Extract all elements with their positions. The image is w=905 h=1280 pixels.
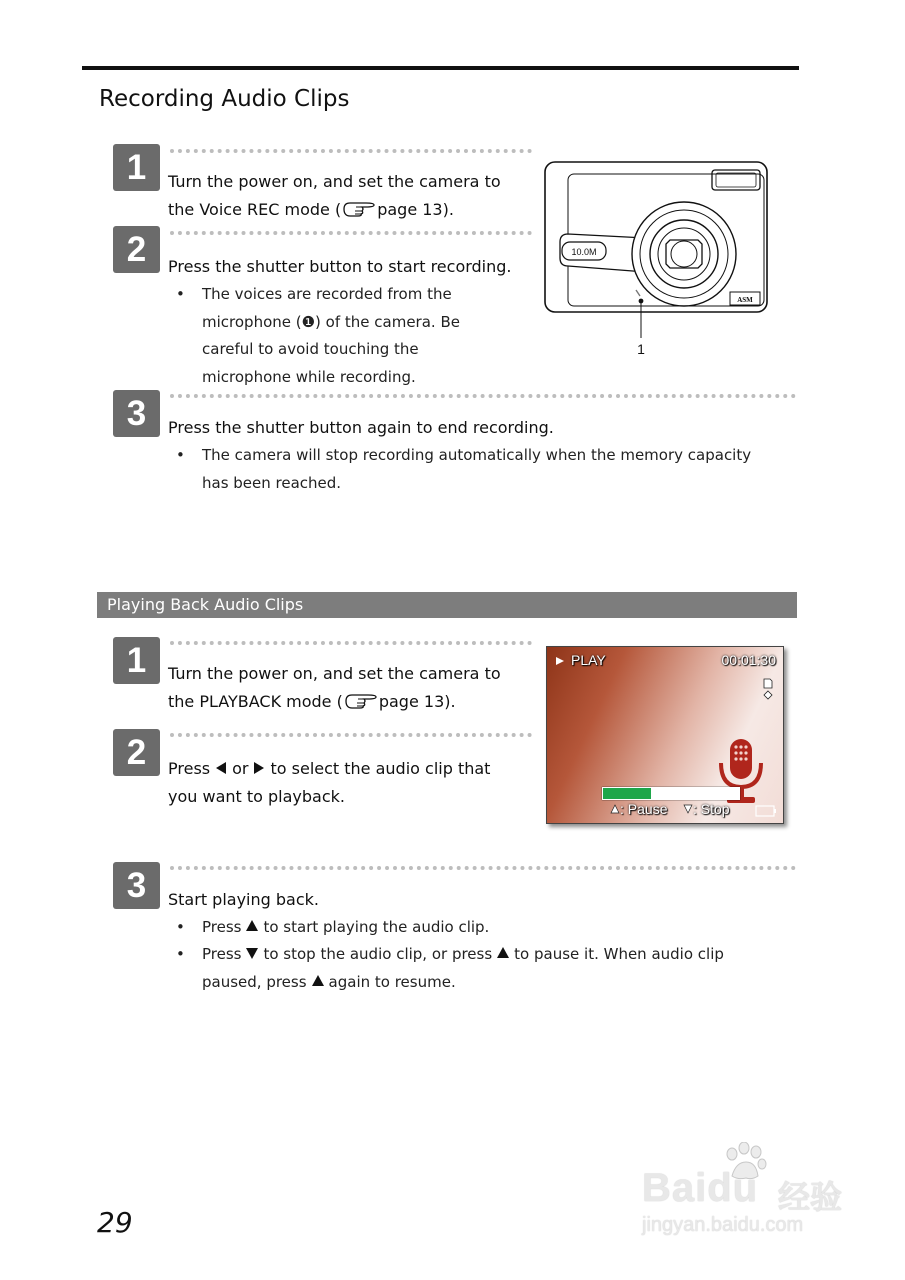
- callout-number: 1: [637, 341, 645, 357]
- camera-model-label: 10.0M: [571, 247, 597, 257]
- playback-step-1-page-ref: page 13).: [378, 692, 456, 711]
- dotted-divider: [170, 149, 532, 153]
- watermark-logo-du: du: [707, 1166, 759, 1210]
- bullet-line: has been reached.: [202, 473, 342, 492]
- dotted-divider: [170, 733, 532, 737]
- press-word: Press: [202, 945, 242, 963]
- page-number: 29: [97, 1206, 133, 1239]
- bullet-line: The voices are recorded from the: [202, 285, 452, 303]
- step-1-text: [168, 168, 501, 224]
- up-arrow-icon: [311, 974, 325, 988]
- bullet-rest: to start playing the audio clip.: [263, 918, 490, 936]
- dotted-divider: [170, 866, 796, 870]
- playback-step-1-line-2a: the PLAYBACK mode (: [168, 692, 343, 711]
- bullet-rest: paused, press: [202, 972, 307, 991]
- pointing-hand-icon: [342, 199, 376, 219]
- progress-fill: [603, 788, 651, 799]
- playback-step-2-line-1: [168, 755, 490, 783]
- down-triangle-icon: [683, 804, 693, 814]
- step-1-line-2a: the Voice REC mode (: [168, 200, 342, 219]
- up-triangle-icon: [610, 804, 620, 814]
- bullet-text: [202, 442, 802, 497]
- step-number-2: 2: [113, 226, 160, 273]
- step-2-text: Press the shutter button to start recording.: [168, 257, 512, 276]
- bullet-line: microphone while recording.: [202, 367, 416, 386]
- bullet-line: microphone (❶) of the camera. Be: [202, 312, 460, 331]
- playback-screen: [546, 646, 784, 824]
- up-arrow-icon: [496, 946, 510, 960]
- memory-card-icon: [762, 678, 774, 700]
- playback-step-1-text: [168, 660, 501, 716]
- bullet-text: [202, 281, 502, 391]
- watermark-logo: [642, 1166, 758, 1211]
- bullet-dot: •: [176, 285, 185, 303]
- step-number-1: 1: [113, 637, 160, 684]
- playback-step-2-rest: to select the audio clip that: [270, 759, 491, 778]
- step-3-text: Press the shutter button again to end recording.: [168, 418, 554, 437]
- bullet-line: [202, 969, 802, 997]
- playback-step-1-line-1: Turn the power on, and set the camera to: [168, 664, 501, 683]
- camera-illustration: [542, 158, 772, 358]
- left-arrow-icon: [214, 761, 228, 775]
- bullet-rest: to stop the audio clip, or press: [263, 945, 493, 963]
- step-1-line-1: Turn the power on, and set the camera to: [168, 172, 501, 191]
- bullet-dot: •: [176, 945, 185, 963]
- stop-hint: : Stop: [693, 801, 730, 817]
- step-1-line-2: [168, 196, 501, 224]
- step-number-3: 3: [113, 390, 160, 437]
- bullet-dot: •: [176, 918, 185, 936]
- playback-step-1-line-2: [168, 688, 501, 716]
- camera-front-drawing: [542, 158, 772, 358]
- bullet-rest: to pause it. When audio clip: [514, 945, 724, 963]
- bullet-line: The camera will stop recording automatically when the memory capacity: [202, 446, 752, 464]
- bullet-dot: •: [176, 446, 185, 464]
- dotted-divider: [170, 641, 532, 645]
- watermark-logo-cn: 经验: [778, 1179, 843, 1215]
- step-number-2: 2: [113, 729, 160, 776]
- bullet-line: [202, 941, 802, 969]
- play-icon: [555, 656, 565, 666]
- watermark-url: jingyan.baidu.com: [642, 1214, 804, 1236]
- screen-time-label: 00:01:30: [721, 652, 776, 668]
- pointing-hand-icon: [344, 691, 378, 711]
- down-arrow-icon: [245, 946, 259, 960]
- section-title-recording: Recording Audio Clips: [99, 86, 350, 112]
- battery-icon: [755, 805, 777, 817]
- step-number-1: 1: [113, 144, 160, 191]
- watermark-logo-bai: Bai: [642, 1166, 708, 1210]
- playback-step-2-line-2: you want to playback.: [168, 787, 346, 806]
- bullet-text: [202, 941, 802, 996]
- press-word: Press: [202, 918, 242, 936]
- step-number-3: 3: [113, 862, 160, 909]
- dotted-divider: [170, 231, 532, 235]
- top-rule: [82, 66, 799, 70]
- bullet-text: [202, 914, 802, 942]
- section-header-playback: Playing Back Audio Clips: [97, 592, 797, 618]
- bullet-rest: again to resume.: [328, 972, 456, 991]
- up-arrow-icon: [245, 919, 259, 933]
- or-word: or: [232, 759, 249, 778]
- screen-mode-label: PLAY: [571, 652, 606, 668]
- bullet-line: careful to avoid touching the: [202, 340, 419, 358]
- press-word: Press: [168, 759, 211, 778]
- progress-bar: [602, 787, 740, 800]
- camera-brand-label: ASM: [737, 296, 753, 304]
- step-1-page-ref: page 13).: [377, 200, 454, 219]
- right-arrow-icon: [252, 761, 266, 775]
- playback-step-3-text: Start playing back.: [168, 890, 319, 909]
- pause-hint: : Pause: [620, 801, 668, 817]
- playback-step-2-text: [168, 755, 490, 811]
- dotted-divider: [170, 394, 796, 398]
